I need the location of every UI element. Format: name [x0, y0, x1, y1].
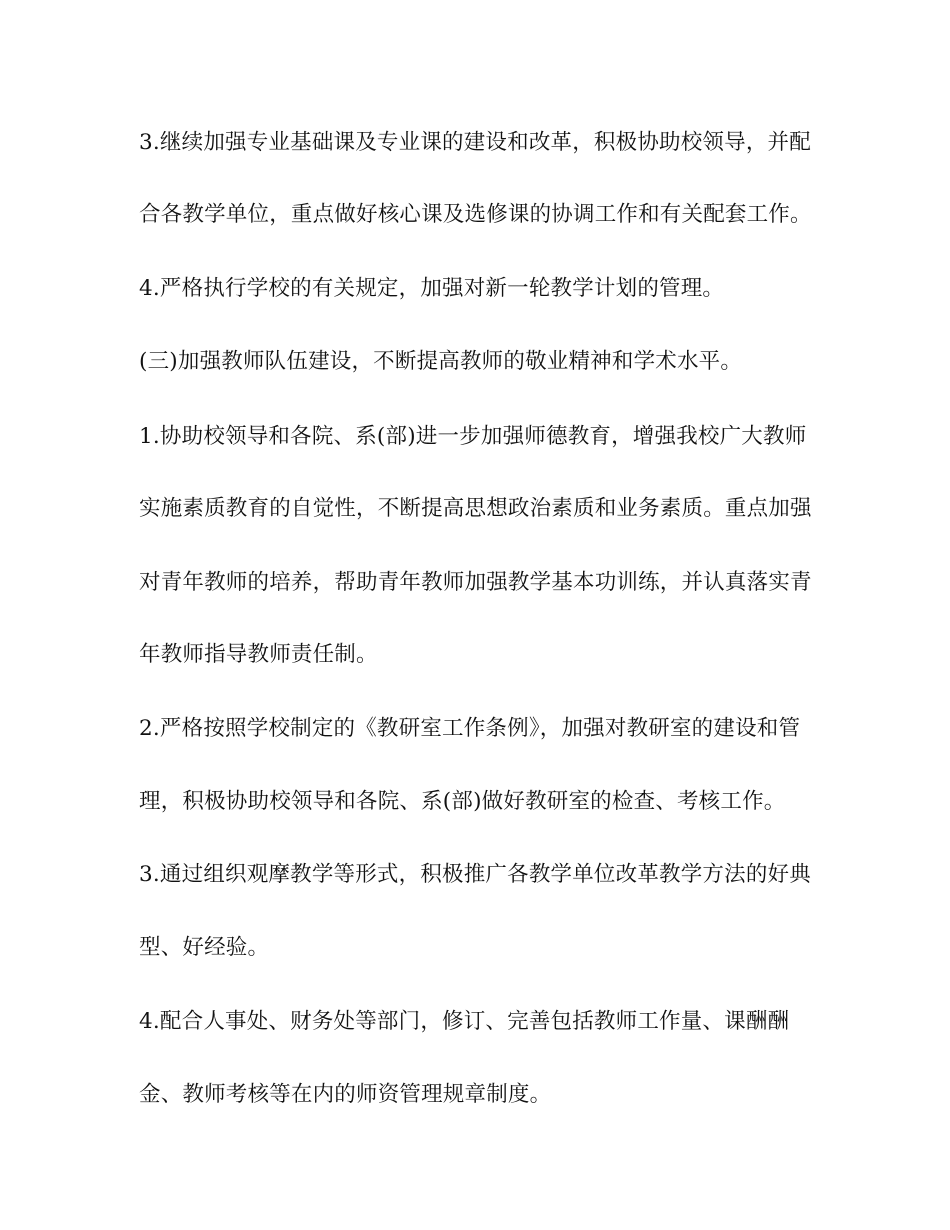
text-line: 4.配合人事处、财务处等部门，修订、完善包括教师工作量、课酬酬	[139, 1009, 790, 1034]
text-line: 金、教师考核等在内的师资管理规章制度。	[139, 1082, 552, 1107]
text-line: 年教师指导教师责任制。	[139, 642, 378, 667]
text-line: 3.继续加强专业基础课及专业课的建设和改革，积极协助校领导，并配	[139, 130, 811, 155]
text-line: 4.严格执行学校的有关规定，加强对新一轮教学计划的管理。	[139, 276, 725, 301]
text-line: 2.严格按照学校制定的《教研室工作条例》，加强对教研室的建设和管	[139, 716, 801, 741]
text-line: 合各教学单位，重点做好核心课及选修课的协调工作和有关配套工作。	[139, 202, 812, 227]
text-line: 型、好经验。	[139, 935, 270, 960]
text-line: 1.协助校领导和各院、系(部)进一步加强师德教育，增强我校广大教师	[139, 424, 807, 449]
text-line: 对青年教师的培养，帮助青年教师加强教学基本功训练，并认真落实青	[139, 570, 812, 595]
text-line: 实施素质教育的自觉性，不断提高思想政治素质和业务素质。重点加强	[139, 496, 812, 521]
section-heading: (三)加强教师队伍建设，不断提高教师的敬业精神和学术水平。	[139, 349, 743, 374]
text-line: 理，积极协助校领导和各院、系(部)做好教研室的检查、考核工作。	[139, 789, 786, 814]
text-line: 3.通过组织观摩教学等形式，积极推广各教学单位改革教学方法的好典	[139, 862, 811, 887]
